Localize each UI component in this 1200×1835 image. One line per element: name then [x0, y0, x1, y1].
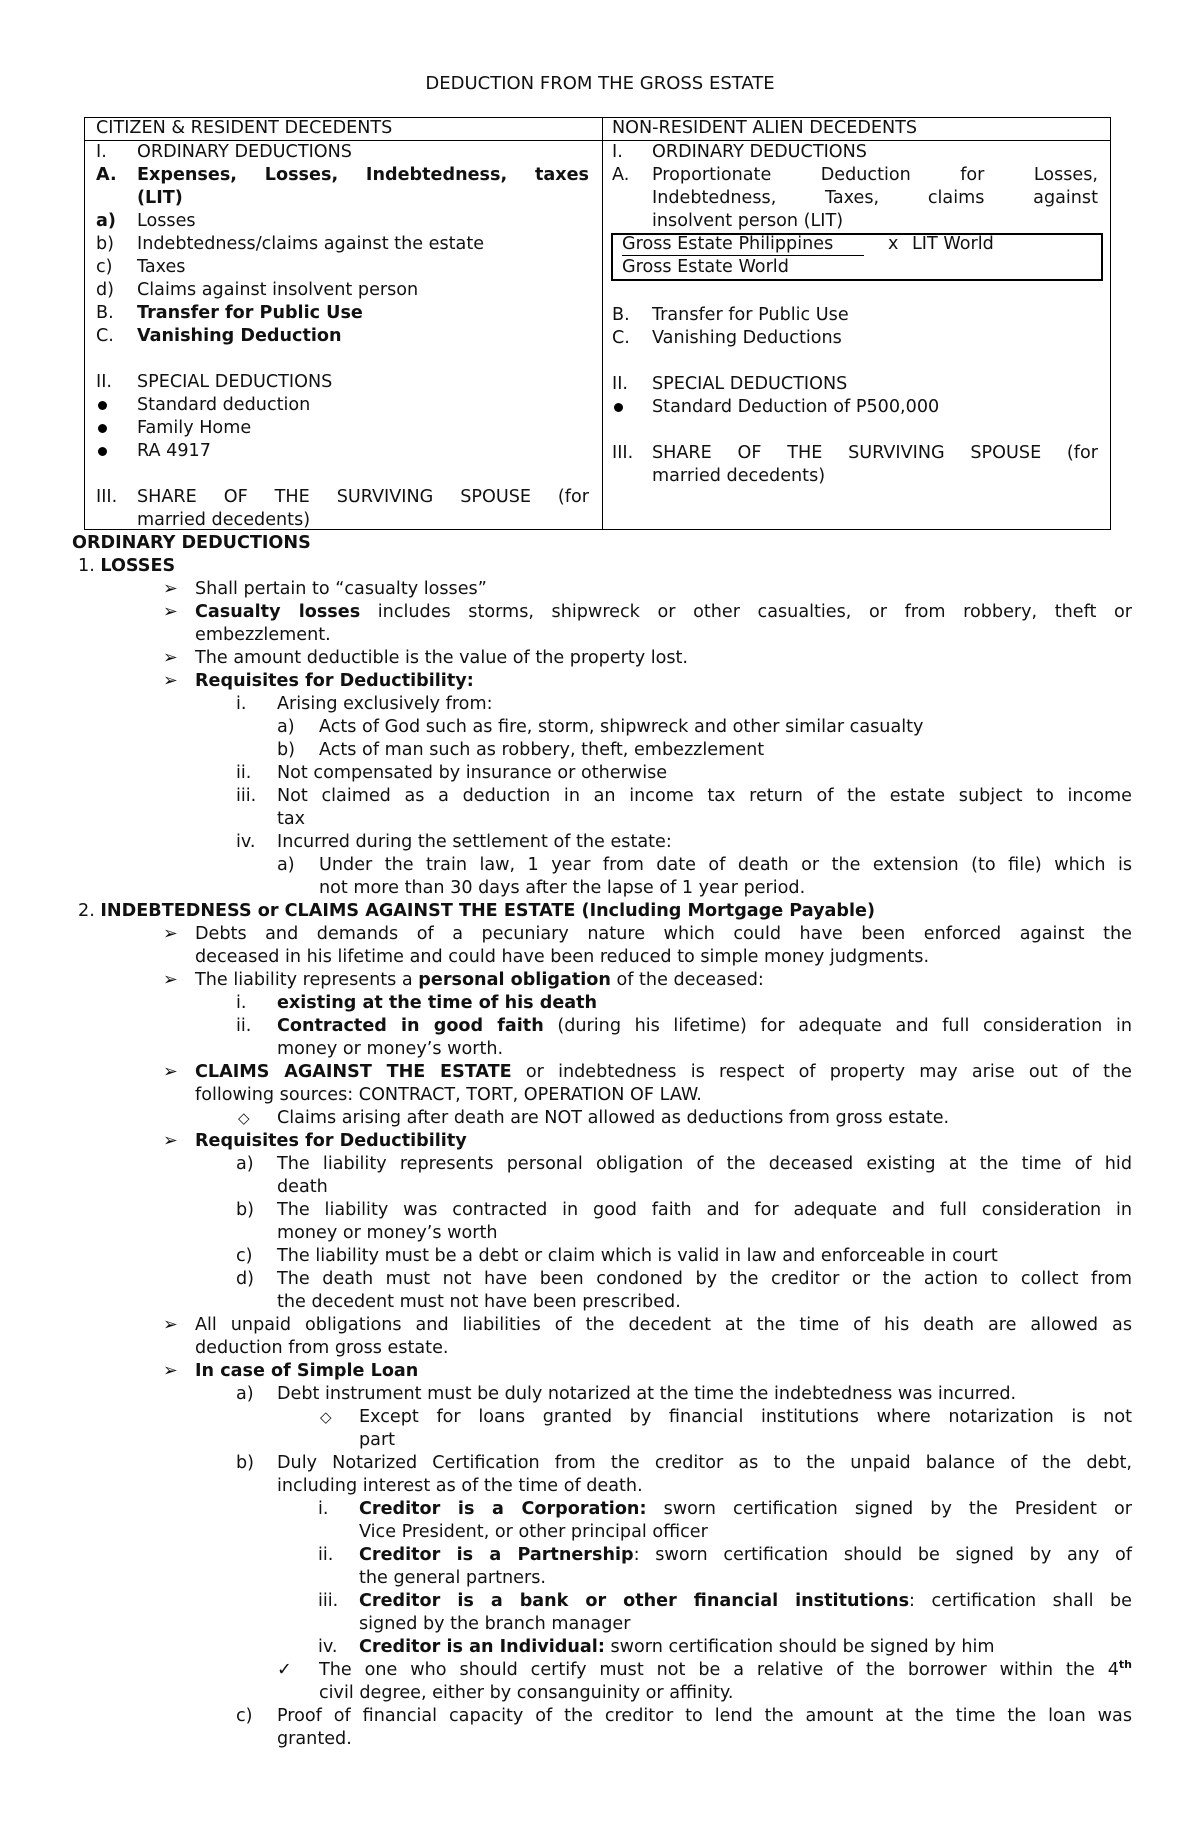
left-ord: ORDINARY DEDUCTIONS — [137, 142, 352, 162]
arrow-bullet-icon: ➢ — [163, 579, 178, 599]
right-sp: SPECIAL DEDUCTIONS — [652, 374, 848, 394]
right-b: Transfer for Public Use — [652, 305, 849, 325]
req-iii-cont: tax — [277, 809, 306, 829]
left-c: Vanishing Deduction — [137, 326, 342, 346]
creditor-ii-cont: the general partners. — [359, 1568, 546, 1588]
loan-c-cont: granted. — [277, 1729, 352, 1749]
creditor-iii: Creditor is a bank or other financial institutions: certification shall be — [359, 1591, 1132, 1611]
right-a-num: A. — [612, 165, 630, 185]
debts-2-ii: Contracted in good faith (during his lifetime) for adequate and full consideration in — [277, 1016, 1132, 1036]
losses-requisites-heading: Requisites for Deductibility: — [195, 671, 474, 691]
loan-a-exception-cont: part — [359, 1430, 396, 1450]
req-iv: Incurred during the settlement of the estate: — [277, 832, 672, 852]
left-s1: Standard deduction — [137, 395, 311, 415]
left-header: CITIZEN & RESIDENT DECEDENTS — [96, 118, 393, 138]
req-iv-a-cont: not more than 30 days after the lapse of 1 year period. — [319, 878, 806, 898]
losses-point-3: The amount deductible is the value of the property lost. — [195, 648, 689, 668]
req-i: Arising exclusively from: — [277, 694, 493, 714]
debts-point-2: The liability represents a personal obligation of the deceased: — [195, 970, 764, 990]
loan-c-num: c) — [236, 1706, 253, 1726]
left-ord-num: I. — [96, 142, 107, 162]
left-b-num: B. — [96, 303, 114, 323]
req-iv-a: Under the train law, 1 year from date of death or the extension (to file) which is — [319, 855, 1132, 875]
debts-req-d-cont: the decedent must not have been prescribed. — [277, 1292, 681, 1312]
debts-point-3-note: Claims arising after death are NOT allowed as deductions from gross estate. — [277, 1108, 950, 1128]
section-heading-ordinary: ORDINARY DEDUCTIONS — [72, 533, 311, 553]
debts-req-a: The liability represents personal obligation of the deceased existing at the time of hid — [277, 1154, 1132, 1174]
left-a1: Losses — [137, 211, 196, 231]
debts-req-b: The liability was contracted in good faith and for adequate and full consideration in — [277, 1200, 1132, 1220]
arrow-bullet-icon: ➢ — [163, 671, 178, 691]
right-a: Proportionate Deduction for Losses, — [652, 165, 1098, 185]
left-c1: Taxes — [137, 257, 186, 277]
formula-numerator: Gross Estate Philippines — [622, 234, 834, 254]
req-iv-a-num: a) — [277, 855, 295, 875]
debts-point-3-cont: following sources: CONTRACT, TORT, OPERATION OF LAW. — [195, 1085, 702, 1105]
debts-req-a-cont: death — [277, 1177, 328, 1197]
creditor-ii: Creditor is a Partnership: sworn certification should be signed by any of — [359, 1545, 1132, 1565]
arrow-bullet-icon: ➢ — [163, 648, 178, 668]
left-d1-num: d) — [96, 280, 115, 300]
left-sp-num: II. — [96, 372, 112, 392]
debts-2-ii-num: ii. — [236, 1016, 252, 1036]
page-title: DEDUCTION FROM THE GROSS ESTATE — [425, 73, 775, 94]
left-a1-num: a) — [96, 211, 116, 231]
creditor-i-cont: Vice President, or other principal officer — [359, 1522, 708, 1542]
debts-point-5: All unpaid obligations and liabilities of the decedent at the time of his death are allowed as — [195, 1315, 1132, 1335]
certifier-note: The one who should certify must not be a relative of the borrower within the 4th — [319, 1658, 1132, 1680]
loan-b: Duly Notarized Certification from the creditor as to the unpaid balance of the debt, — [277, 1453, 1132, 1473]
left-a: Expenses, Losses, Indebtedness, taxes — [137, 165, 589, 185]
certifier-note-cont: civil degree, either by consanguinity or affinity. — [319, 1683, 734, 1703]
left-b1: Indebtedness/claims against the estate — [137, 234, 485, 254]
left-sp: SPECIAL DEDUCTIONS — [137, 372, 333, 392]
req-ii: Not compensated by insurance or otherwise — [277, 763, 668, 783]
left-a-cont: (LIT) — [137, 188, 183, 208]
simple-loan-heading: In case of Simple Loan — [195, 1361, 419, 1381]
creditor-i: Creditor is a Corporation: sworn certification signed by the President or — [359, 1499, 1132, 1519]
debts-point-1: Debts and demands of a pecuniary nature which could have been enforced against the — [195, 924, 1132, 944]
loan-a: Debt instrument must be duly notarized at the time the indebtedness was incurred. — [277, 1384, 1017, 1404]
right-ord-num: I. — [612, 142, 623, 162]
loan-b-num: b) — [236, 1453, 255, 1473]
arrow-bullet-icon: ➢ — [163, 1315, 178, 1335]
loan-c: Proof of financial capacity of the creditor to lend the amount at the time the loan was — [277, 1706, 1132, 1726]
right-sh-cont: married decedents) — [652, 466, 826, 486]
diamond-bullet-icon: ◇ — [238, 1109, 250, 1127]
arrow-bullet-icon: ➢ — [163, 1131, 178, 1151]
debts-req-b-num: b) — [236, 1200, 255, 1220]
arrow-bullet-icon: ➢ — [163, 970, 178, 990]
right-c: Vanishing Deductions — [652, 328, 842, 348]
creditor-iv-num: iv. — [318, 1637, 338, 1657]
req-iii-num: iii. — [236, 786, 257, 806]
left-d1: Claims against insolvent person — [137, 280, 419, 300]
left-c-num: C. — [96, 326, 114, 346]
arrow-bullet-icon: ➢ — [163, 1361, 178, 1381]
diamond-bullet-icon: ◇ — [320, 1408, 332, 1426]
req-ii-num: ii. — [236, 763, 252, 783]
left-a-num: A. — [96, 165, 117, 185]
formula-multiplier: LIT World — [912, 234, 994, 254]
loan-a-exception: Except for loans granted by financial institutions where notarization is not — [359, 1407, 1132, 1427]
bullet-icon — [614, 396, 623, 419]
req-i-num: i. — [236, 694, 247, 714]
req-i-b-num: b) — [277, 740, 296, 760]
req-iii: Not claimed as a deduction in an income tax return of the estate subject to income — [277, 786, 1132, 806]
checkmark-icon: ✓ — [277, 1660, 292, 1680]
right-a-cont: Indebtedness, Taxes, claims against — [652, 188, 1098, 208]
debts-req-a-num: a) — [236, 1154, 254, 1174]
loan-a-num: a) — [236, 1384, 254, 1404]
right-s1: Standard Deduction of P500,000 — [652, 397, 940, 417]
debts-req-d: The death must not have been condoned by the creditor or the action to collect from — [277, 1269, 1132, 1289]
debts-req-c: The liability must be a debt or claim which is valid in law and enforceable in court — [277, 1246, 998, 1266]
debts-req-b-cont: money or money’s worth — [277, 1223, 498, 1243]
left-c1-num: c) — [96, 257, 113, 277]
creditor-iv: Creditor is an Individual: sworn certification should be signed by him — [359, 1637, 995, 1657]
req-i-b: Acts of man such as robbery, theft, embezzlement — [319, 740, 765, 760]
right-c-num: C. — [612, 328, 630, 348]
debts-point-1-cont: deceased in his lifetime and could have been reduced to simple money judgments. — [195, 947, 930, 967]
section-2-title: 2. INDEBTEDNESS or CLAIMS AGAINST THE ESTATE (Including Mortgage Payable) — [78, 901, 876, 921]
creditor-iii-cont: signed by the branch manager — [359, 1614, 631, 1634]
right-ord: ORDINARY DEDUCTIONS — [652, 142, 867, 162]
debts-requisites-heading: Requisites for Deductibility — [195, 1131, 467, 1151]
left-b1-num: b) — [96, 234, 115, 254]
losses-point-1: Shall pertain to “casualty losses” — [195, 579, 487, 599]
left-sh-num: III. — [96, 487, 118, 507]
req-i-a: Acts of God such as fire, storm, shipwreck and other similar casualty — [319, 717, 924, 737]
creditor-ii-num: ii. — [318, 1545, 334, 1565]
creditor-i-num: i. — [318, 1499, 329, 1519]
debts-req-c-num: c) — [236, 1246, 253, 1266]
losses-point-2-cont: embezzlement. — [195, 625, 331, 645]
left-s3: RA 4917 — [137, 441, 211, 461]
section-1-title: 1. LOSSES — [78, 556, 176, 576]
debts-point-3: CLAIMS AGAINST THE ESTATE or indebtedness is respect of property may arise out of the — [195, 1062, 1132, 1082]
formula-times: x — [888, 234, 899, 254]
bullet-icon — [98, 440, 107, 463]
loan-b-cont: including interest as of the time of death. — [277, 1476, 643, 1496]
arrow-bullet-icon: ➢ — [163, 602, 178, 622]
right-sh: SHARE OF THE SURVIVING SPOUSE (for — [652, 443, 1098, 463]
formula-denominator: Gross Estate World — [622, 257, 789, 277]
left-sh-cont: married decedents) — [137, 510, 311, 530]
table-column-divider — [602, 118, 603, 529]
right-header: NON-RESIDENT ALIEN DECEDENTS — [612, 118, 918, 138]
left-sh: SHARE OF THE SURVIVING SPOUSE (for — [137, 487, 589, 507]
debts-point-5-cont: deduction from gross estate. — [195, 1338, 449, 1358]
debts-2-i: existing at the time of his death — [277, 993, 598, 1013]
left-b: Transfer for Public Use — [137, 303, 363, 323]
bullet-icon — [98, 394, 107, 417]
arrow-bullet-icon: ➢ — [163, 1062, 178, 1082]
req-i-a-num: a) — [277, 717, 295, 737]
req-iv-num: iv. — [236, 832, 256, 852]
right-sp-num: II. — [612, 374, 628, 394]
right-a-cont2: insolvent person (LIT) — [652, 211, 844, 231]
right-b-num: B. — [612, 305, 630, 325]
left-s2: Family Home — [137, 418, 252, 438]
right-sh-num: III. — [612, 443, 634, 463]
creditor-iii-num: iii. — [318, 1591, 339, 1611]
bullet-icon — [98, 417, 107, 440]
debts-req-d-num: d) — [236, 1269, 255, 1289]
debts-2-i-num: i. — [236, 993, 247, 1013]
losses-point-2: Casualty losses includes storms, shipwreck or other casualties, or from robbery, theft or — [195, 602, 1132, 622]
arrow-bullet-icon: ➢ — [163, 924, 178, 944]
debts-2-ii-cont: money or money’s worth. — [277, 1039, 504, 1059]
